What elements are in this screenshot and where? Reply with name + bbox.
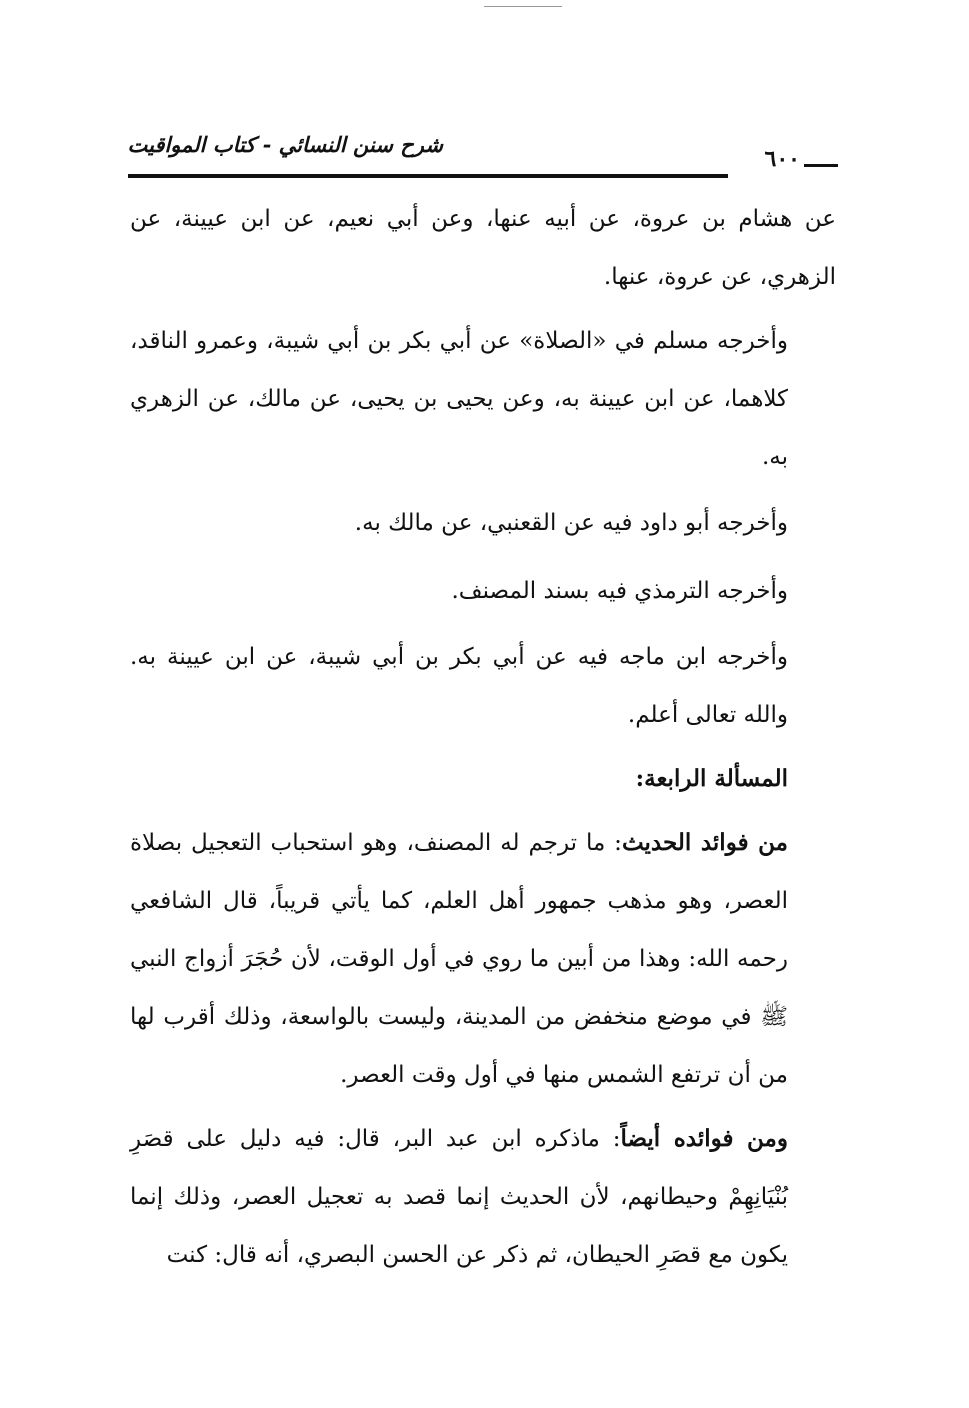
page-header — [128, 128, 838, 178]
section-heading: المسألة الرابعة: — [635, 765, 788, 792]
paragraph-7-text: : ماذكره ابن عبد البر، قال: فيه دليل على قصَرِ بُنْيَانِهِمْ وحيطانهم، لأن الحديث إنما قصد به تعجيل العصر، وذلك إنما يكون مع قصَرِ الحيطان، ثم ذكر عن الحسن البصري، أنه قال: كنت — [130, 1126, 788, 1268]
header-rule — [128, 174, 728, 178]
paragraph-1: عن هشام بن عروة، عن أبيه عنها، وعن أبي نعيم، عن ابن عيينة، عن الزهري، عن عروة، عنها. — [130, 206, 836, 290]
running-title: شرح سنن النسائي - كتاب المواقيت — [127, 132, 443, 157]
page-number-dash — [804, 164, 838, 167]
paragraph-7-lead: ومن فوائده أيضاً — [620, 1125, 788, 1152]
paragraph-6-lead: من فوائد الحديث — [621, 829, 788, 856]
paragraph-3: وأخرجه أبو داود فيه عن القعنبي، عن مالك به. — [354, 510, 788, 536]
page-number: ٦٠٠ — [764, 146, 800, 172]
page-body — [130, 190, 836, 1284]
paragraph-7 — [130, 1110, 836, 1284]
paragraph-6 — [130, 814, 836, 1104]
paragraph-2: وأخرجه مسلم في «الصلاة» عن أبي بكر بن أبي شيبة، وعمرو الناقد، كلاهما، عن ابن عيينة به، وعن يحيى بن يحيى، عن مالك، عن الزهري به. — [130, 328, 788, 470]
paragraph-4: وأخرجه الترمذي فيه بسند المصنف. — [451, 578, 788, 604]
paragraph-6-text: : ما ترجم له المصنف، وهو استحباب التعجيل بصلاة العصر، وهو مذهب جمهور أهل العلم، كما يأتي قريباً، قال الشافعي رحمه الله: وهذا من أبين ما روي في أول الوقت، لأن حُجَرَ أزواج النبي ﷺ في موضع منخفض من المدينة، وليست بالواسعة، وذلك أقرب لها من أن ترتفع الشمس منها في أول وقت العصر. — [130, 830, 788, 1088]
paragraph-5: وأخرجه ابن ماجه فيه عن أبي بكر بن أبي شيبة، عن ابن عيينة به. والله تعالى أعلم. — [130, 644, 788, 728]
scan-mark — [484, 6, 562, 7]
